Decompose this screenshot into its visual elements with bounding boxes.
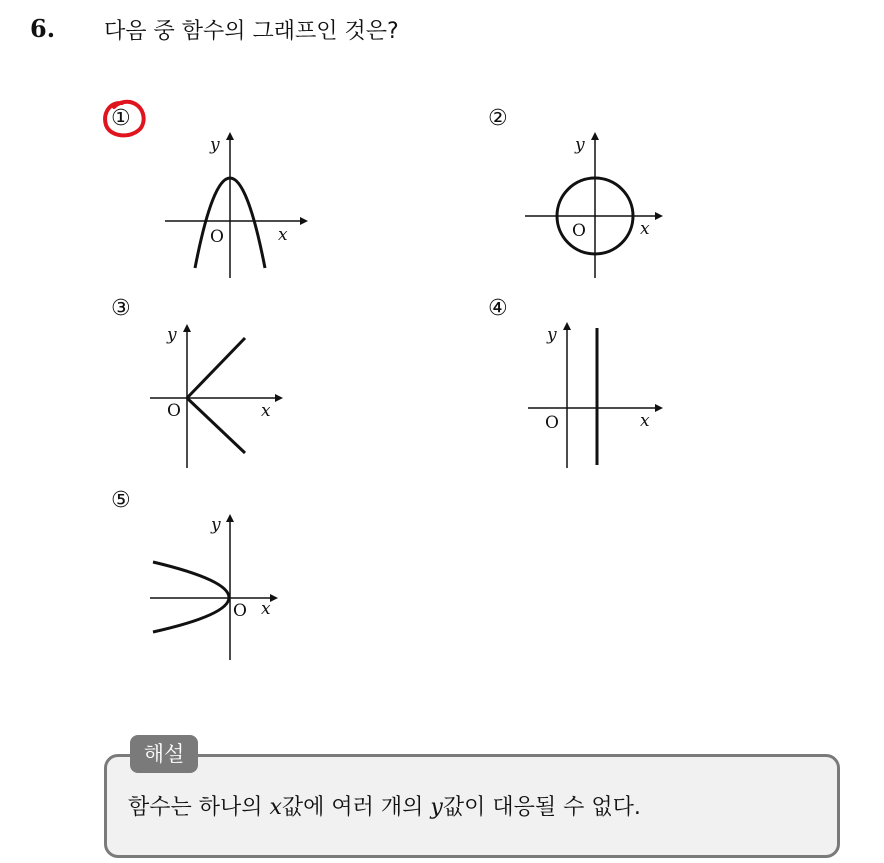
choice-3-label: ③ bbox=[111, 296, 131, 321]
graph-3-sideways-v bbox=[145, 318, 295, 473]
graph-3-x-label: x bbox=[261, 401, 271, 421]
choice-4-label: ④ bbox=[488, 296, 508, 321]
graph-1-x-label: x bbox=[278, 225, 288, 245]
choice-2-label: ② bbox=[488, 106, 508, 131]
graph-2-origin: O bbox=[572, 221, 586, 241]
graph-5-origin: O bbox=[233, 601, 247, 621]
explanation-part-3: 값이 대응될 수 없다. bbox=[442, 795, 641, 820]
explanation-var-y: y bbox=[430, 795, 443, 820]
graph-1-origin: O bbox=[210, 227, 224, 247]
question-number: 6. bbox=[30, 14, 56, 43]
explanation-text bbox=[128, 790, 641, 821]
graph-4-vertical-lines bbox=[525, 318, 675, 473]
explanation-part-1: 함수는 하나의 bbox=[128, 795, 270, 820]
graph-2-circle bbox=[520, 128, 670, 283]
graph-1-parabola bbox=[160, 128, 310, 283]
graph-4-origin: O bbox=[545, 413, 559, 433]
explanation-tag: 해설 bbox=[130, 735, 198, 773]
graph-5-sideways-parabola bbox=[145, 510, 295, 665]
choice-5-label: ⑤ bbox=[111, 488, 131, 513]
graph-4-y-label: y bbox=[547, 325, 557, 345]
graph-2-x-label: x bbox=[640, 219, 650, 239]
graph-3-origin: O bbox=[167, 401, 181, 421]
explanation-var-x: x bbox=[269, 795, 282, 820]
graph-5-y-label: y bbox=[211, 515, 221, 535]
graph-4-x-label: x bbox=[640, 411, 650, 431]
graph-3-y-label: y bbox=[167, 325, 177, 345]
graph-2-y-label: y bbox=[575, 135, 585, 155]
choice-1-label: ① bbox=[111, 106, 131, 131]
graph-1-y-label: y bbox=[210, 135, 220, 155]
question-text: 다음 중 함수의 그래프인 것은? bbox=[104, 19, 399, 44]
graph-5-x-label: x bbox=[261, 599, 271, 619]
explanation-part-2: 값에 여러 개의 bbox=[281, 795, 431, 820]
